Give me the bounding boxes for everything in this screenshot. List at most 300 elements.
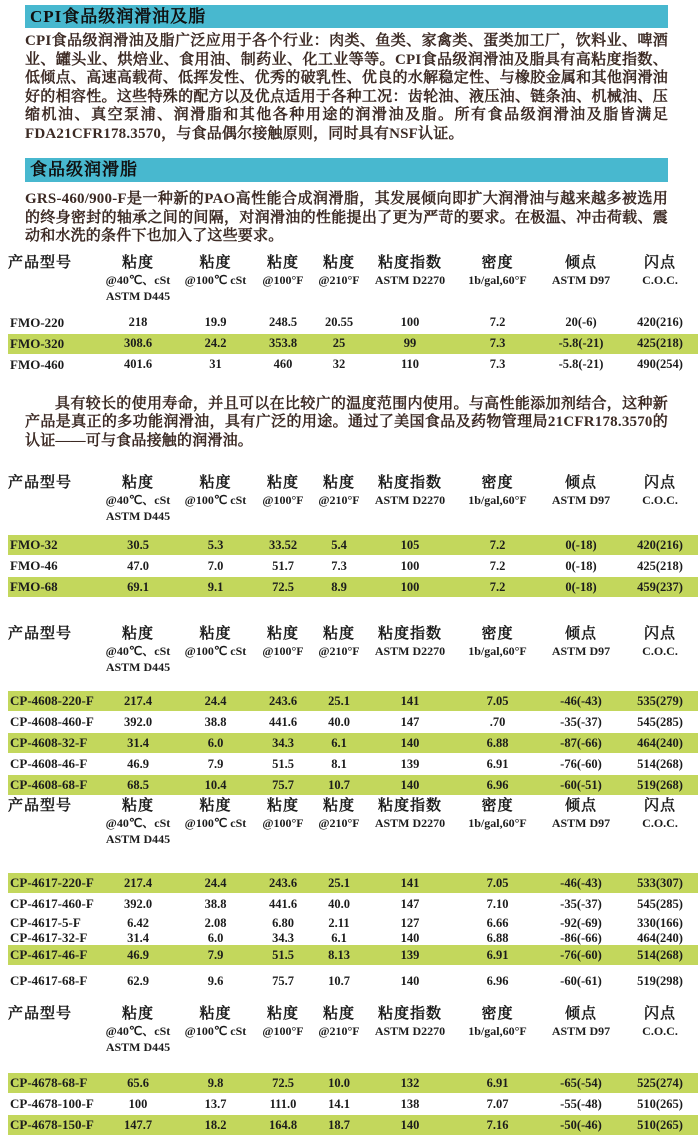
column-header-line	[178, 508, 253, 524]
value-cell: 514(268)	[637, 756, 683, 771]
column-header	[98, 625, 178, 675]
value-cell: 420(216)	[637, 315, 683, 329]
value-cell: 65.6	[127, 1075, 149, 1090]
column-header-line: 粘度指数	[377, 798, 442, 814]
column-header-line	[455, 508, 540, 524]
value-cell: 141	[400, 693, 420, 708]
column-header-line: 产品型号	[8, 254, 73, 271]
value-cell: -87(-66)	[560, 735, 602, 750]
value-cell: 10.7	[328, 973, 350, 988]
value-cell: 7.9	[207, 947, 224, 962]
column-header	[455, 797, 540, 847]
value-cell: -60(-51)	[560, 777, 602, 792]
column-header-line: @100°F	[262, 644, 304, 658]
column-header-line	[365, 659, 455, 675]
value-cell: -55(-48)	[560, 1096, 602, 1111]
column-header-line: 密度	[481, 798, 514, 814]
value-cell: 25.1	[328, 693, 350, 708]
table-row	[8, 733, 698, 753]
value-cell: 139	[400, 947, 420, 962]
column-header	[455, 625, 540, 675]
value-cell: 490(254)	[637, 357, 683, 371]
value-cell: 0(-18)	[565, 537, 597, 552]
value-cell: 31.4	[127, 930, 149, 945]
column-header-line: ASTM D2270	[374, 644, 446, 658]
value-cell: 24.4	[204, 875, 227, 890]
column-header-line: 粘度	[199, 798, 232, 814]
column-header-line: @100℃ cSt	[184, 493, 247, 507]
value-cell: 140	[400, 1117, 420, 1132]
value-cell: 138	[400, 1096, 420, 1111]
column-header	[313, 797, 365, 847]
column-header-line	[178, 659, 253, 675]
column-header-line: C.O.C.	[642, 493, 678, 507]
column-header-line	[540, 659, 622, 675]
column-header-line: 密度	[481, 1006, 514, 1022]
value-cell: 164.8	[268, 1117, 298, 1132]
value-cell: 140	[400, 777, 420, 792]
column-header-line	[253, 508, 313, 524]
column-header-line: 1b/gal,60°F	[468, 493, 527, 507]
value-cell: 7.3	[489, 336, 506, 350]
table-body	[8, 313, 698, 375]
table-row	[8, 712, 698, 732]
column-header-line: @210°F	[318, 644, 360, 658]
table-row	[8, 873, 698, 893]
value-cell: 99	[403, 336, 417, 350]
value-cell: -50(-46)	[560, 1117, 602, 1132]
table-row	[8, 535, 698, 555]
value-cell: 2.08	[204, 915, 227, 930]
value-cell: 0(-18)	[565, 579, 597, 594]
column-header-line	[540, 1039, 622, 1055]
section-header-main-label: CPI食品级润滑油及脂	[30, 7, 207, 26]
table-row	[8, 334, 698, 354]
value-cell: 147.7	[123, 1117, 153, 1132]
column-header	[8, 625, 98, 675]
grease-paragraph: GRS-460/900-F是一种新的PAO高性能合成润滑脂，其发展倾向即扩大润滑油与越来越多被选用的终身密封的轴承之间的间隔，对润滑油的性能提出了更为严苛的要求。在极温、冲击荷载、震动和水洗的条件下也加入了这些要求。	[25, 191, 668, 244]
column-header	[253, 1005, 313, 1055]
value-cell: 10.0	[328, 1075, 350, 1090]
column-header	[253, 797, 313, 847]
product-model-cell: FMO-220	[10, 314, 65, 330]
column-header-line: ASTM D97	[551, 1024, 611, 1038]
column-header	[178, 254, 253, 304]
table-header-row	[8, 474, 698, 524]
value-cell: 6.91	[486, 947, 509, 962]
column-header	[8, 254, 98, 304]
value-cell: 10.4	[204, 777, 227, 792]
value-cell: 535(279)	[637, 693, 683, 708]
column-header-line: @100℃ cSt	[184, 272, 247, 287]
column-header	[98, 474, 178, 524]
value-cell: 464(240)	[637, 930, 683, 945]
column-header	[622, 474, 698, 524]
column-header-line: 产品型号	[8, 475, 73, 491]
table-row	[8, 355, 698, 375]
column-header-line	[365, 288, 455, 304]
value-cell: 34.3	[272, 930, 294, 945]
value-cell: -35(-37)	[560, 896, 602, 911]
column-header-line: 粘度	[199, 254, 232, 271]
value-cell: 51.5	[272, 947, 294, 962]
value-cell: 40.0	[328, 714, 350, 729]
value-cell: 51.5	[272, 756, 294, 771]
column-header	[253, 625, 313, 675]
value-cell: 519(268)	[637, 777, 683, 792]
column-header-line: 倾点	[564, 626, 597, 642]
value-cell: 7.9	[207, 756, 224, 771]
value-cell: 9.8	[207, 1075, 224, 1090]
value-cell: 100	[400, 579, 420, 594]
value-cell: 425(218)	[637, 336, 683, 350]
value-cell: 147	[400, 896, 420, 911]
value-cell: 46.9	[127, 947, 149, 962]
table-row	[8, 894, 698, 914]
value-cell: 24.4	[204, 693, 227, 708]
column-header-line: 倾点	[564, 254, 597, 271]
value-cell: 460	[273, 357, 293, 371]
column-header-line: 粘度	[121, 798, 154, 814]
spec-table-cp4678	[8, 1005, 698, 1135]
value-cell: 51.7	[272, 558, 294, 573]
value-cell: 62.9	[127, 973, 149, 988]
table-row	[8, 1094, 698, 1114]
value-cell: 6.96	[486, 973, 509, 988]
value-cell: 25	[332, 336, 346, 350]
value-cell: 6.88	[486, 735, 509, 750]
column-header-line: 倾点	[564, 1006, 597, 1022]
value-cell: 519(298)	[637, 973, 683, 988]
value-cell: 7.0	[207, 558, 224, 573]
table-header-row	[8, 254, 698, 304]
column-header-line: @210°F	[318, 1024, 360, 1038]
column-header-line	[8, 1023, 98, 1039]
value-cell: 100	[400, 558, 420, 573]
column-header-line	[253, 288, 313, 304]
value-cell: 31	[209, 357, 222, 371]
product-model-cell: CP-4678-150-F	[10, 1117, 94, 1132]
value-cell: 459(237)	[637, 579, 683, 594]
column-header-line	[455, 1039, 540, 1055]
column-header-line: 1b/gal,60°F	[468, 644, 527, 658]
column-header-line	[8, 831, 98, 847]
column-header-line	[455, 288, 540, 304]
value-cell: 40.0	[328, 896, 350, 911]
column-header-line	[455, 659, 540, 675]
column-header	[98, 797, 178, 847]
value-cell: 25.1	[328, 875, 350, 890]
column-header-line: 粘度	[199, 1006, 232, 1022]
section-header-grease	[25, 158, 668, 182]
table-row	[8, 915, 698, 930]
column-header	[365, 474, 455, 524]
intro-paragraph: CPI食品级润滑油及脂广泛应用于各个行业：肉类、鱼类、家禽类、蛋类加工厂，饮料业、啤酒业、罐头业、烘焙业、食用油、制药业、化工业等等。CPI食品级润滑油及脂具有高粘度指数、低倾点、高速高载荷、低挥发性、优秀的破乳性、优良的水解稳定性、与橡胶金属和其他润滑油好的相容性。这些特殊的配方以及优点适用于各种工况：齿轮油、液压油、链条油、机械油、压缩机油、真空泵浦、润滑脂和其他各种用途的润滑油及脂。所有食品级润滑油及脂皆满足FDA21CFR178.3570，与食品偶尔接触原则，同时具有NSF认证。	[25, 33, 668, 142]
value-cell: -92(-69)	[560, 915, 602, 930]
column-header-line: @40℃、cSt	[105, 644, 171, 658]
value-cell: 8.9	[331, 579, 347, 594]
column-header-line	[8, 659, 98, 675]
document-page	[0, 5, 700, 1139]
column-header-line: @100°F	[262, 1024, 304, 1038]
value-cell: 140	[400, 930, 420, 945]
column-header-line: 粘度	[121, 475, 154, 491]
column-header	[8, 1005, 98, 1055]
value-cell: 392.0	[123, 714, 153, 729]
value-cell: 8.1	[331, 756, 347, 771]
product-model-cell: FMO-68	[10, 579, 58, 594]
column-header-line	[622, 659, 698, 675]
value-cell: -5.8(-21)	[558, 336, 604, 350]
value-cell: 18.7	[328, 1117, 350, 1132]
column-header-line	[540, 508, 622, 524]
product-model-cell: CP-4617-46-F	[10, 947, 88, 962]
column-header	[98, 254, 178, 304]
value-cell: 6.0	[207, 930, 224, 945]
column-header-line: 闪点	[643, 254, 676, 271]
column-header	[178, 797, 253, 847]
value-cell: 34.3	[272, 735, 294, 750]
column-header-line: 闪点	[643, 475, 676, 491]
column-header-line	[253, 659, 313, 675]
value-cell: 111.0	[269, 1096, 297, 1111]
column-header-line: @40℃、cSt	[105, 272, 171, 287]
value-cell: 38.8	[204, 896, 227, 911]
column-header-line: C.O.C.	[642, 816, 678, 830]
column-header-line	[8, 1039, 98, 1055]
value-cell: 441.6	[268, 714, 298, 729]
table-body	[8, 535, 698, 597]
column-header-line: @100℃ cSt	[184, 1024, 247, 1038]
value-cell: 525(274)	[637, 1075, 683, 1090]
column-header-line: 闪点	[643, 798, 676, 814]
value-cell: 14.1	[328, 1096, 350, 1111]
value-cell: 353.8	[268, 336, 298, 350]
table-row	[8, 577, 698, 597]
column-header-line: 粘度指数	[377, 475, 442, 491]
column-header-line	[313, 288, 365, 304]
column-header	[98, 1005, 178, 1055]
column-header-line: ASTM D97	[551, 272, 611, 287]
spec-table-cp4608	[8, 625, 698, 795]
column-header-line	[540, 288, 622, 304]
value-cell: 7.07	[486, 1096, 509, 1111]
value-cell: 75.7	[272, 777, 294, 792]
value-cell: 7.2	[489, 315, 506, 329]
column-header	[365, 797, 455, 847]
value-cell: 545(285)	[637, 896, 683, 911]
column-header-line	[365, 508, 455, 524]
value-cell: -5.8(-21)	[558, 357, 604, 371]
value-cell: 46.9	[127, 756, 149, 771]
column-header-line: 粘度	[322, 798, 355, 814]
value-cell: 6.1	[331, 735, 347, 750]
value-cell: 47.0	[127, 558, 149, 573]
column-header-line: 粘度	[266, 798, 299, 814]
table-header-row	[8, 797, 698, 847]
column-header-line: ASTM D97	[551, 644, 611, 658]
multipurpose-paragraph: 具有较长的使用寿命，并且可以在比较广的温度范围内使用。与高性能添加剂结合，这种新产品是真正的多功能润滑油，具有广泛的用途。通过了美国食品及药物管理局21CFR178.3570的认证——可与食品接触的润滑油。	[25, 395, 668, 449]
value-cell: 7.3	[489, 357, 506, 371]
column-header-line	[540, 831, 622, 847]
column-header-line: @100℃ cSt	[184, 644, 247, 658]
value-cell: 105	[400, 537, 420, 552]
product-model-cell: CP-4608-68-F	[10, 777, 88, 792]
value-cell: 132	[400, 1075, 420, 1090]
column-header-line	[455, 831, 540, 847]
value-cell: 510(265)	[637, 1117, 683, 1132]
column-header-line	[313, 1039, 365, 1055]
column-header	[455, 1005, 540, 1055]
value-cell: 139	[400, 756, 420, 771]
column-header-line	[313, 831, 365, 847]
value-cell: 19.9	[204, 315, 227, 329]
value-cell: 7.16	[486, 1117, 509, 1132]
column-header-line: @100℃ cSt	[184, 816, 247, 830]
column-header-line: C.O.C.	[642, 644, 678, 658]
value-cell: -86(-66)	[560, 930, 602, 945]
value-cell: 217.4	[123, 693, 153, 708]
column-header-line	[253, 831, 313, 847]
column-header-line: 粘度指数	[377, 626, 442, 642]
value-cell: 31.4	[127, 735, 149, 750]
column-header	[178, 474, 253, 524]
column-header-line: 粘度	[266, 1006, 299, 1022]
column-header	[455, 474, 540, 524]
value-cell: 6.0	[207, 735, 224, 750]
value-cell: 6.42	[127, 915, 149, 930]
column-header-line: 1b/gal,60°F	[468, 272, 527, 287]
column-header	[622, 797, 698, 847]
column-header-line: ASTM D445	[105, 832, 171, 846]
value-cell: 38.8	[204, 714, 227, 729]
column-header-line: 产品型号	[8, 626, 73, 642]
value-cell: 30.5	[127, 537, 149, 552]
column-header-line: 粘度	[322, 475, 355, 491]
table-body	[8, 873, 698, 991]
column-header-line: 闪点	[643, 626, 676, 642]
value-cell: 141	[400, 875, 420, 890]
value-cell: 75.7	[272, 973, 294, 988]
value-cell: 9.6	[207, 973, 224, 988]
value-cell: 2.11	[328, 915, 350, 930]
column-header-line	[178, 831, 253, 847]
value-cell: 6.91	[486, 756, 509, 771]
value-cell: 32	[332, 357, 346, 371]
value-cell: 6.88	[486, 930, 509, 945]
value-cell: 441.6	[268, 896, 298, 911]
column-header-line	[313, 508, 365, 524]
value-cell: 72.5	[272, 579, 294, 594]
value-cell: 127	[400, 915, 420, 930]
column-header-line	[178, 288, 253, 304]
product-model-cell: CP-4608-460-F	[10, 714, 94, 729]
table-row	[8, 775, 698, 795]
value-cell: -76(-60)	[560, 756, 602, 771]
product-model-cell: FMO-320	[10, 335, 65, 351]
column-header	[540, 625, 622, 675]
value-cell: -76(-60)	[560, 947, 602, 962]
column-header-line	[622, 831, 698, 847]
column-header-line	[8, 492, 98, 508]
value-cell: 217.4	[123, 875, 153, 890]
product-model-cell: CP-4678-68-F	[10, 1075, 88, 1090]
column-header	[622, 1005, 698, 1055]
value-cell: 18.2	[204, 1117, 227, 1132]
product-model-cell: CP-4617-32-F	[10, 930, 88, 945]
column-header-line: 粘度	[121, 1006, 154, 1022]
value-cell: 69.1	[127, 579, 149, 594]
column-header-line: 产品型号	[8, 798, 73, 814]
value-cell: 0(-18)	[565, 558, 597, 573]
value-cell: 20(-6)	[565, 315, 597, 329]
column-header	[622, 254, 698, 304]
value-cell: 7.10	[486, 896, 509, 911]
column-header-line: @210°F	[318, 493, 360, 507]
value-cell: 248.5	[268, 315, 298, 329]
column-header-line: ASTM D445	[105, 288, 171, 303]
value-cell: 545(285)	[637, 714, 683, 729]
column-header-line: @100°F	[262, 493, 304, 507]
value-cell: 6.1	[331, 930, 347, 945]
column-header	[178, 625, 253, 675]
column-header	[253, 474, 313, 524]
value-cell: 464(240)	[637, 735, 683, 750]
column-header-line: 粘度	[266, 475, 299, 491]
column-header-line: 粘度	[199, 475, 232, 491]
spec-table-fmo-high	[8, 254, 698, 375]
column-header-line: ASTM D445	[105, 509, 171, 523]
value-cell: 24.2	[204, 336, 227, 350]
column-header	[365, 1005, 455, 1055]
value-cell: 243.6	[268, 693, 298, 708]
value-cell: 33.52	[268, 537, 298, 552]
column-header-line	[622, 508, 698, 524]
column-header	[8, 474, 98, 524]
value-cell: 7.2	[489, 579, 506, 594]
column-header-line: @40℃、cSt	[105, 493, 171, 507]
column-header-line: C.O.C.	[642, 1024, 678, 1038]
column-header-line: 1b/gal,60°F	[468, 1024, 527, 1038]
section-header-main	[25, 5, 668, 28]
table-row	[8, 1115, 698, 1135]
value-cell: 72.5	[272, 1075, 294, 1090]
column-header	[622, 625, 698, 675]
value-cell: 392.0	[123, 896, 153, 911]
value-cell: 100	[400, 315, 420, 329]
column-header-line	[622, 1039, 698, 1055]
table-row	[8, 691, 698, 711]
column-header-line: ASTM D2270	[374, 272, 446, 287]
column-header-line: 密度	[481, 254, 514, 271]
value-cell: 140	[400, 973, 420, 988]
column-header	[313, 474, 365, 524]
table-body	[8, 691, 698, 795]
column-header-line: 粘度	[199, 626, 232, 642]
product-model-cell: CP-4617-220-F	[10, 875, 94, 890]
column-header-line: C.O.C.	[642, 272, 678, 287]
column-header-line: 粘度指数	[377, 254, 442, 271]
column-header-line: 粘度	[322, 626, 355, 642]
value-cell: 533(307)	[637, 875, 683, 890]
product-model-cell: FMO-46	[10, 558, 58, 573]
product-model-cell: FMO-32	[10, 537, 58, 552]
column-header-line: @100°F	[262, 816, 304, 830]
column-header-line	[253, 1039, 313, 1055]
column-header	[540, 797, 622, 847]
column-header-line: @40℃、cSt	[105, 816, 171, 830]
table-header-row	[8, 625, 698, 675]
